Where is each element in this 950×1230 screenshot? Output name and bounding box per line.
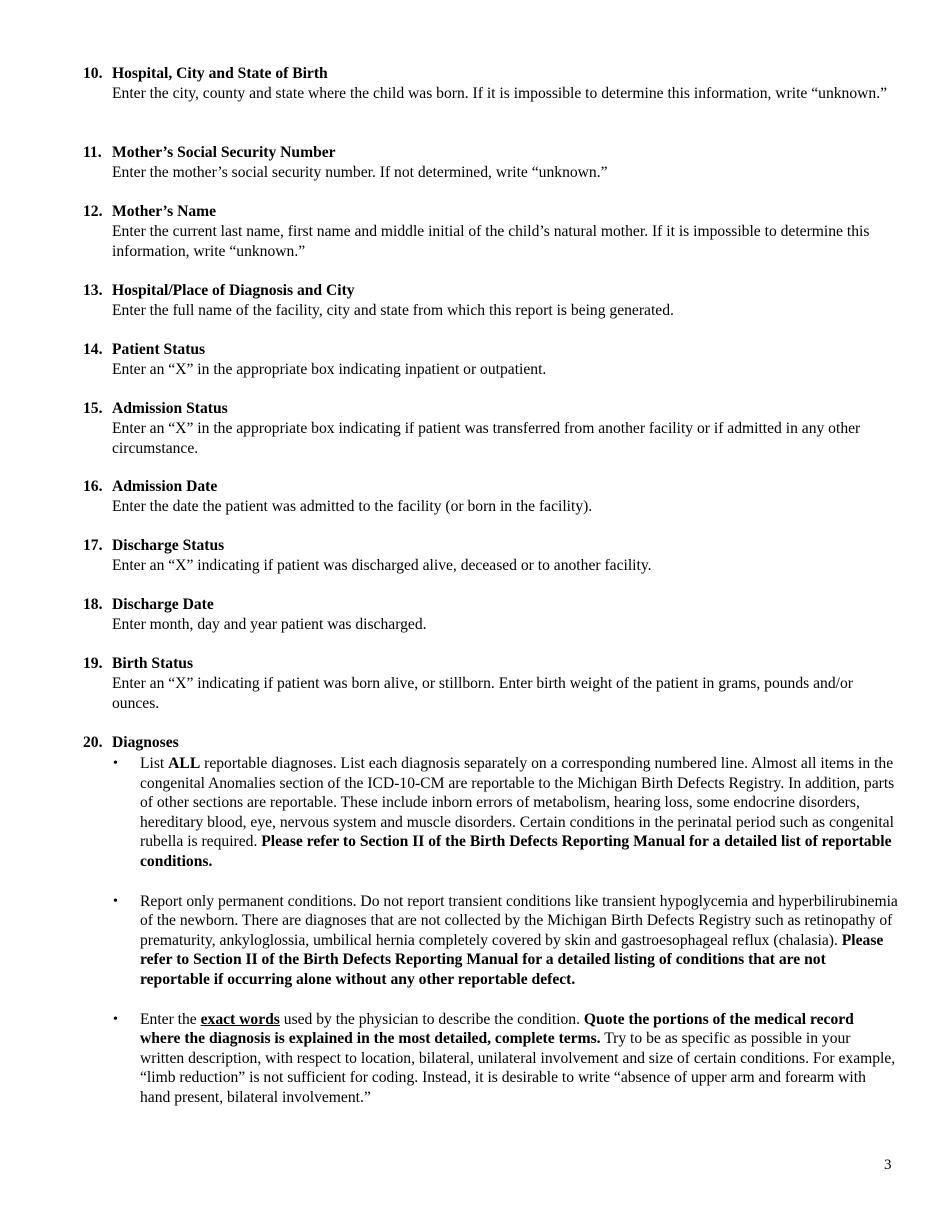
section-number: 14.	[83, 341, 103, 358]
section-heading	[83, 477, 898, 497]
section-heading	[83, 399, 898, 419]
section-number: 12.	[83, 203, 103, 220]
section-13-place-of-diagnosis	[83, 281, 898, 321]
section-18-discharge-date	[83, 595, 898, 635]
section-title: Admission Status	[112, 400, 228, 417]
section-15-admission-status	[83, 399, 898, 458]
section-17-discharge-status	[83, 536, 898, 576]
section-19-birth-status	[83, 654, 898, 713]
section-number: 11.	[83, 144, 102, 161]
section-heading	[83, 340, 898, 360]
section-title: Patient Status	[112, 341, 206, 358]
section-text: Enter the city, county and state where the child was born. If it is impossible to determine this information, write “unknown.”	[112, 85, 888, 102]
section-number: 16.	[83, 478, 103, 495]
bullet-icon: •	[113, 1011, 118, 1027]
section-number: 20.	[83, 734, 103, 751]
bullet-text: reportable diagnoses. List each diagnosis separately on a corresponding numbered line. Almost all items in the congenital Anomalies section of the ICD-10-CM are reportable to the Michigan Birth Defects Registry. In addition, parts of other sections are reportable. These include inborn errors of metabolism, hearing loss, some endocrine disorders, hereditary blood, eye, nervous system and muscle disorders. Certain conditions in the perinatal period such as congenital rubella is required.	[140, 755, 895, 851]
section-16-admission-date	[83, 477, 898, 517]
section-text: Enter the date the patient was admitted to the facility (or born in the facility).	[112, 498, 593, 515]
section-heading	[83, 654, 898, 674]
section-heading	[83, 281, 898, 301]
bullet-text: used by the physician to describe the condition.	[279, 1010, 584, 1028]
section-title: Discharge Date	[112, 596, 214, 613]
section-number: 17.	[83, 537, 103, 554]
section-title: Admission Date	[112, 478, 218, 495]
section-title: Hospital/Place of Diagnosis and City	[112, 282, 355, 299]
section-text: Enter the full name of the facility, city and state from which this report is being generated.	[112, 302, 674, 319]
section-10-hospital-city-state-of-birth	[83, 64, 898, 104]
section-heading	[83, 536, 898, 556]
section-12-mothers-name	[83, 202, 898, 261]
section-number: 10.	[83, 65, 103, 82]
section-text: Enter the current last name, first name and middle initial of the child’s natural mother. If it is impossible to determine this information, write “unknown.”	[112, 223, 870, 260]
section-11-mothers-ssn	[83, 143, 898, 183]
bullet-text: Report only permanent conditions. Do not report transient conditions like transient hypoglycemia and hyperbilirubinemia of the newborn. There are diagnoses that are not collected by the Michigan Birth Defects Registry such as retinopathy of prematurity, ankyloglossia, umbilical hernia completely covered by skin and gastroesophageal reflux (chalasia).	[140, 892, 898, 949]
bullet-emphasis: Please refer to Section II of the Birth Defects Reporting Manual for a detailed listing of conditions that are not reportable if occurring alone without any other reportable defect.	[140, 931, 884, 988]
bullet-emphasis: Quote the portions of the medical record where the diagnosis is explained in the most detailed, complete terms.	[140, 1010, 854, 1048]
section-title: Birth Status	[112, 655, 194, 672]
bullet-text: Try to be as specific as possible in your written description, with respect to location, bilateral, unilateral involvement and size of certain conditions. For example, “limb reduction” is not sufficient for coding. Instead, it is desirable to write “absence of upper arm and forearm with hand present, bilateral involvement.”	[140, 1030, 896, 1106]
section-text: Enter an “X” in the appropriate box indicating inpatient or outpatient.	[112, 361, 547, 378]
bullet-emphasis-underlined: exact words	[200, 1010, 280, 1028]
diagnoses-bullet-list	[83, 754, 898, 1108]
section-number: 13.	[83, 282, 103, 299]
section-number: 15.	[83, 400, 103, 417]
bullet-permanent-conditions	[83, 892, 898, 990]
bullet-icon: •	[113, 893, 118, 909]
page-number: 3	[884, 1157, 892, 1173]
bullet-icon: •	[113, 756, 118, 771]
section-title: Mother’s Social Security Number	[112, 144, 336, 161]
section-heading	[83, 143, 898, 163]
bullet-exact-words	[83, 1010, 898, 1108]
section-text: Enter the mother’s social security number. If not determined, write “unknown.”	[112, 164, 608, 181]
section-text: Enter an “X” indicating if patient was born alive, or stillborn. Enter birth weight of the patient in grams, pounds and/or ounces.	[112, 675, 853, 712]
bullet-list-all-diagnoses	[83, 754, 898, 872]
section-heading	[83, 202, 898, 222]
section-number: 18.	[83, 596, 103, 613]
section-title: Mother’s Name	[112, 203, 217, 220]
section-title: Hospital, City and State of Birth	[112, 65, 328, 82]
section-14-patient-status	[83, 340, 898, 380]
bullet-text: List	[140, 755, 169, 772]
section-text: Enter an “X” in the appropriate box indicating if patient was transferred from another facility or if admitted in any other circumstance.	[112, 420, 861, 457]
section-text: Enter an “X” indicating if patient was discharged alive, deceased or to another facility.	[112, 557, 652, 574]
bullet-emphasis: Please refer to Section II of the Birth Defects Reporting Manual for a detailed list of reportable conditions.	[140, 833, 892, 870]
section-title: Discharge Status	[112, 537, 225, 554]
bullet-text: Enter the	[140, 1010, 201, 1028]
section-text: Enter month, day and year patient was discharged.	[112, 616, 427, 633]
section-heading	[83, 595, 898, 615]
section-heading	[83, 64, 898, 84]
section-heading	[83, 733, 898, 753]
bullet-emphasis: ALL	[168, 755, 201, 772]
section-title: Diagnoses	[112, 734, 179, 751]
section-number: 19.	[83, 655, 103, 672]
section-20-diagnoses	[83, 733, 898, 1128]
